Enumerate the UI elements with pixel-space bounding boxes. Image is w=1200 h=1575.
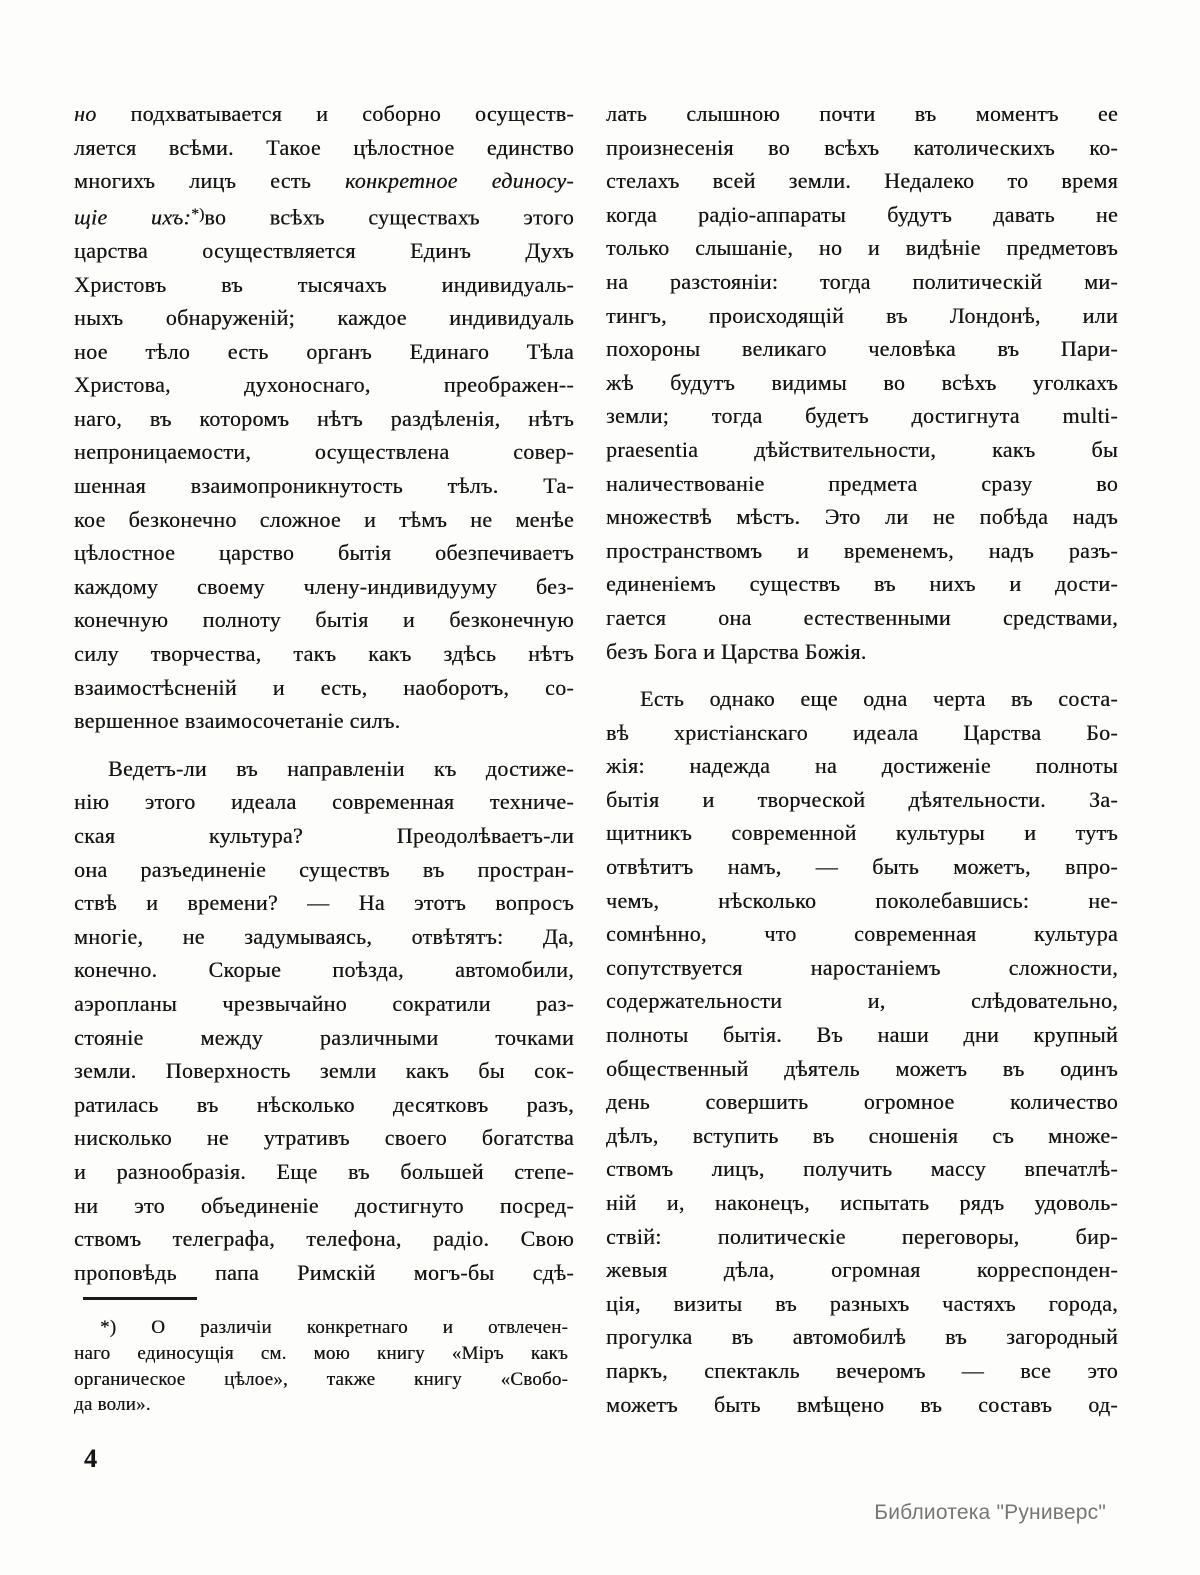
text-line: стояніе между различными точками — [74, 1024, 574, 1050]
paragraph — [74, 752, 574, 1290]
text-line: ное тѣло есть органъ Единаго Тѣла — [74, 338, 574, 364]
text-line: общественный дѣятель можетъ въ одинъ — [606, 1055, 1118, 1081]
page-number: 4 — [84, 1444, 98, 1473]
text-line: проповѣдь папа Римскій могъ-бы сдѣ- — [74, 1259, 574, 1285]
text-line: сопутствуется наростаніемъ сложности, — [606, 954, 1118, 980]
text-line: непроницаемости, осуществлена совер- — [74, 439, 574, 465]
paragraph — [74, 97, 574, 738]
text-line: она разъединеніе существъ въ простран- — [74, 856, 574, 882]
text-line: похороны великаго человѣка въ Пари- — [606, 336, 1118, 362]
text-line: но подхватывается и соборно осуществ- — [74, 101, 574, 126]
text-line: царства осуществляется Единъ Духъ — [74, 237, 574, 263]
text-line: ствій: политическіе переговоры, бир- — [606, 1223, 1118, 1249]
text-line: жѣ будутъ видимы во всѣхъ уголкахъ — [606, 369, 1118, 395]
text-line: паркъ, спектакль вечеромъ — все это — [606, 1357, 1118, 1383]
text-line: и разнообразія. Еще въ большей степе- — [74, 1158, 574, 1184]
text-line: Есть однако еще одна черта въ соста- — [640, 686, 1118, 712]
text-line: жія: надежда на достиженіе полноты — [606, 753, 1118, 779]
text-line: многіе, не задумываясь, отвѣтятъ: Да, — [74, 923, 574, 949]
text-line: взаимостѣсненій и есть, наоборотъ, со- — [74, 674, 574, 700]
text-line: кое безконечно сложное и тѣмъ не менѣе — [74, 506, 574, 532]
text-line: множествѣ мѣстъ. Это ли не побѣда надъ — [606, 504, 1118, 530]
text-line: щіе ихъ:*)во всѣхъ существахъ этого — [74, 204, 574, 230]
text-line: стелахъ всей земли. Недалеко то время — [606, 168, 1118, 194]
text-line: сомнѣнно, что современная культура — [606, 921, 1118, 947]
text-line: наго, въ которомъ нѣтъ раздѣленія, нѣтъ — [74, 405, 574, 431]
footnote-text — [74, 1315, 568, 1418]
text-line: дѣлъ, вступить въ сношенія съ множе- — [606, 1122, 1118, 1148]
text-line: полноты бытія. Въ наши дни крупный — [606, 1022, 1118, 1048]
text-line: praesentia дѣйствительности, какъ бы — [606, 436, 1118, 462]
text-line: наличествованіе предмета сразу во — [606, 470, 1118, 496]
text-line: ствомъ лицъ, получить массу впечатлѣ- — [606, 1156, 1118, 1182]
text-line: цѣлостное царство бытія обезпечиваетъ — [74, 540, 574, 566]
text-line: безъ Бога и Царства Божія. — [606, 638, 867, 664]
text-line: ція, визиты въ разныхъ частяхъ города, — [606, 1290, 1118, 1316]
text-line: ствѣ и времени? — На этотъ вопросъ — [74, 890, 574, 916]
emphasized-text: конкретное единосу- — [344, 168, 574, 194]
footnote-line: *) О различіи конкретнаго и отвлечен- — [100, 1317, 568, 1338]
text-line: Христова, духоноснаго, преображен-- — [74, 372, 574, 398]
text-line: единеніемъ существъ въ нихъ и дости- — [606, 571, 1118, 597]
text-line: многихъ лицъ есть конкретное единосу- — [74, 168, 574, 194]
text-line: нисколько не утративъ своего богатства — [74, 1125, 574, 1151]
text-line: ныхъ обнаруженій; каждое индивидуаль — [74, 305, 574, 331]
text-line: ратилась въ нѣсколько десятковъ разъ, — [74, 1091, 574, 1117]
footnote — [74, 1297, 568, 1418]
text-line: шенная взаимопроникнутость тѣлъ. Та- — [74, 473, 574, 499]
text-line: гается она естественными средствами, — [606, 604, 1118, 630]
text-line: день совершить огромное количество — [606, 1089, 1118, 1115]
text-line: только слышаніе, но и видѣніе предметовъ — [606, 235, 1118, 261]
text-line: чемъ, нѣсколько поколебавшись: не- — [606, 887, 1118, 913]
text-line: земли; тогда будетъ достигнута multi- — [606, 403, 1118, 429]
text-line: нію этого идеала современная техниче- — [74, 789, 574, 815]
paragraph — [606, 682, 1118, 1421]
text-line: щитникъ современной культуры и тутъ — [606, 820, 1118, 846]
library-watermark: Библиотека "Руниверс" — [874, 1501, 1106, 1524]
footnote-separator-rule — [83, 1297, 197, 1300]
text-line: отвѣтитъ намъ, — быть можетъ, впро- — [606, 854, 1118, 880]
text-line: Ведетъ-ли въ направленіи къ достиже- — [108, 755, 574, 781]
left-text-column — [74, 97, 574, 1289]
text-line: Христовъ въ тысячахъ индивидуаль- — [74, 271, 574, 297]
text-line: пространствомъ и временемъ, надъ разъ- — [606, 537, 1118, 563]
text-line: содержательности и, слѣдовательно, — [606, 988, 1118, 1014]
text-line: можетъ быть вмѣщено въ составъ од- — [606, 1391, 1118, 1417]
text-line: конечную полноту бытія и безконечную — [74, 607, 574, 633]
footnote-marker: *) — [191, 205, 205, 223]
text-line: вѣ христіанскаго идеала Царства Бо- — [606, 719, 1118, 745]
text-line: бытія и творческой дѣятельности. За- — [606, 786, 1118, 812]
text-line: каждому своему члену-индивидууму без- — [74, 573, 574, 599]
footnote-line: органическое цѣлое», также книгу «Свобо- — [74, 1368, 568, 1390]
text-line: силу творчества, такъ какъ здѣсь нѣтъ — [74, 641, 574, 667]
text-line: ствомъ телеграфа, телефона, радіо. Свою — [74, 1226, 574, 1252]
footnote-line: наго единосущія см. мою книгу «Міръ какъ — [74, 1342, 568, 1364]
text-line: земли. Поверхность земли какъ бы сок- — [74, 1058, 574, 1084]
text-line: на разстояніи: тогда политическій ми- — [606, 268, 1118, 294]
text-line: ній и, наконецъ, испытать рядъ удоволь- — [606, 1190, 1118, 1215]
text-line: лать слышною почти въ моментъ ее — [606, 101, 1118, 126]
emphasized-text: щіе ихъ: — [74, 204, 192, 230]
text-line: когда радіо-аппараты будутъ давать не — [606, 201, 1118, 227]
text-line: ляется всѣми. Такое цѣлостное единство — [74, 134, 574, 160]
text-line: прогулка въ автомобилѣ въ загородный — [606, 1324, 1118, 1350]
right-text-column — [606, 97, 1118, 1421]
text-line: конечно. Скорые поѣзда, автомобили, — [74, 957, 574, 983]
text-line: тингъ, происходящій въ Лондонѣ, или — [606, 302, 1118, 328]
emphasized-text: но — [74, 101, 97, 126]
text-line: ни это объединеніе достигнуто посред- — [74, 1192, 574, 1218]
paragraph — [606, 97, 1118, 668]
text-line: вершенное взаимосочетаніе силъ. — [74, 708, 401, 734]
text-line: аэропланы чрезвычайно сократили раз- — [74, 990, 574, 1016]
footnote-line: да воли». — [74, 1394, 151, 1416]
text-line: произнесенія во всѣхъ католическихъ ко- — [606, 134, 1118, 160]
text-line: жевыя дѣла, огромная корреспонден- — [606, 1257, 1118, 1283]
text-line: ская культура? Преодолѣваетъ-ли — [74, 823, 574, 848]
